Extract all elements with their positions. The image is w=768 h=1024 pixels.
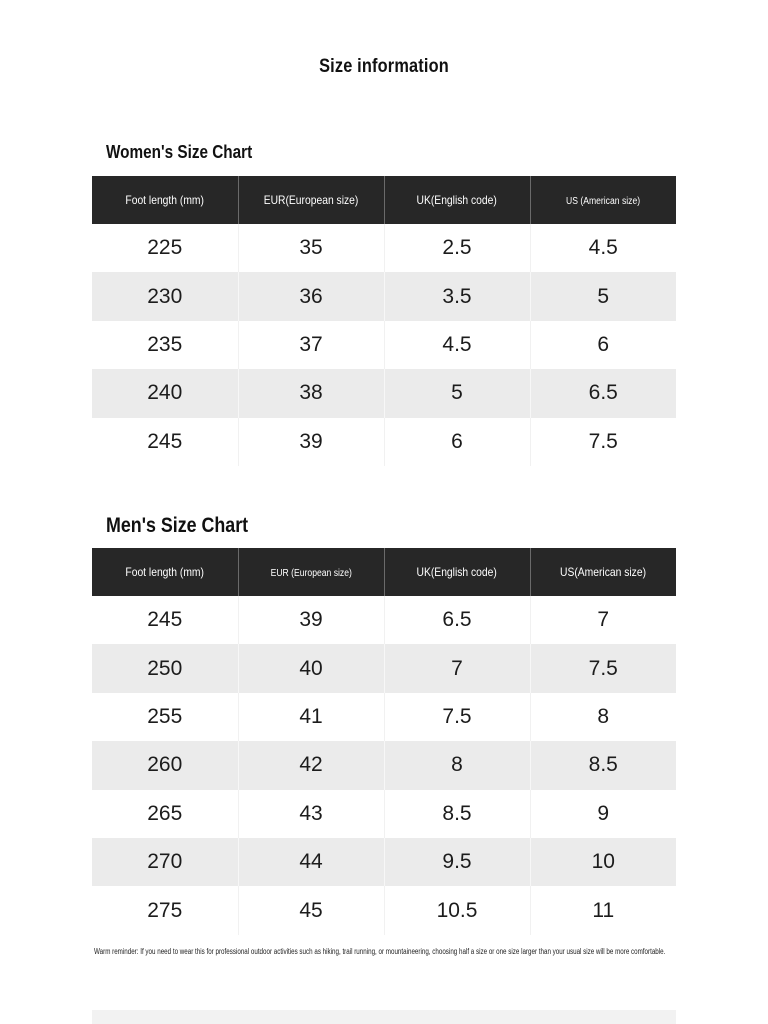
column-header-eur: EUR (European size) — [238, 548, 384, 596]
table-header-row — [92, 548, 676, 596]
eur-size-cell: 37 — [238, 321, 384, 369]
us-size-cell: 6.5 — [530, 369, 676, 417]
column-header-us: US(American size) — [530, 548, 676, 596]
table-row — [92, 272, 676, 320]
uk-size-cell: 8 — [384, 741, 530, 789]
eur-size-cell: 39 — [238, 418, 384, 466]
uk-size-cell: 6 — [384, 418, 530, 466]
us-size-cell: 8.5 — [530, 741, 676, 789]
column-header-foot-length: Foot length (mm) — [92, 176, 238, 224]
us-size-cell: 6 — [597, 332, 610, 356]
uk-size-cell: 7 — [384, 644, 530, 692]
foot-length-cell: 275 — [92, 886, 238, 934]
page-title: Size information — [319, 56, 449, 77]
foot-length-cell: 260 — [92, 741, 238, 789]
us-size-cell: 10 — [530, 838, 676, 886]
us-size-cell: 7.5 — [530, 644, 676, 692]
column-header-foot-length: Foot length (mm) — [92, 548, 238, 596]
eur-size-cell: 40 — [238, 644, 384, 692]
us-size-cell: 8 — [597, 704, 610, 728]
table-row — [92, 596, 676, 644]
foot-length-cell: 245 — [92, 596, 238, 644]
table-row — [92, 369, 676, 417]
foot-length-cell: 230 — [92, 272, 238, 320]
foot-length-cell: 225 — [92, 224, 238, 272]
eur-size-cell: 43 — [238, 790, 384, 838]
us-size-cell: 7 — [597, 608, 610, 632]
foot-length-cell: 240 — [92, 369, 238, 417]
us-size-cell: 7.5 — [588, 429, 618, 453]
column-header-uk: UK(English code) — [384, 176, 530, 224]
table-header-row — [92, 176, 676, 224]
table-row — [92, 418, 676, 466]
uk-size-cell: 6.5 — [384, 596, 530, 644]
men-size-table — [92, 548, 676, 935]
uk-size-cell: 8.5 — [384, 790, 530, 838]
uk-size-cell: 5 — [384, 369, 530, 417]
foot-length-cell: 270 — [92, 838, 238, 886]
table-row — [92, 790, 676, 838]
warm-reminder-note: Warm reminder: If you need to wear this for professional outdoor activities such as hiking, trail running, or mountaineering, choosing half a size or one size larger than your usual size will be more comfortable. — [94, 947, 666, 956]
eur-size-cell: 36 — [238, 272, 384, 320]
uk-size-cell: 3.5 — [384, 272, 530, 320]
column-header-uk: UK(English code) — [384, 548, 530, 596]
eur-size-cell: 44 — [238, 838, 384, 886]
table-row — [92, 741, 676, 789]
foot-length-cell: 255 — [92, 693, 238, 741]
foot-length-cell: 245 — [92, 418, 238, 466]
women-size-chart-heading: Women's Size Chart — [106, 142, 253, 162]
column-header-eur: EUR(European size) — [238, 176, 384, 224]
eur-size-cell: 45 — [238, 886, 384, 934]
us-size-cell: 9 — [597, 801, 610, 825]
eur-size-cell: 38 — [238, 369, 384, 417]
us-size-cell: 4.5 — [588, 236, 618, 260]
women-size-table — [92, 176, 676, 466]
uk-size-cell: 2.5 — [384, 224, 530, 272]
eur-size-cell: 42 — [238, 741, 384, 789]
table-row — [92, 886, 676, 934]
us-size-cell: 11 — [592, 898, 615, 922]
table-row — [92, 224, 676, 272]
column-header-us: US (American size) — [530, 176, 676, 224]
eur-size-cell: 39 — [238, 596, 384, 644]
uk-size-cell: 7.5 — [384, 693, 530, 741]
table-row — [92, 644, 676, 692]
uk-size-cell: 4.5 — [384, 321, 530, 369]
foot-length-cell: 235 — [92, 321, 238, 369]
table-row — [92, 321, 676, 369]
us-size-cell: 5 — [530, 272, 676, 320]
foot-length-cell: 250 — [92, 644, 238, 692]
eur-size-cell: 41 — [238, 693, 384, 741]
men-size-chart-heading: Men's Size Chart — [106, 514, 249, 537]
bottom-divider-strip — [92, 1010, 676, 1024]
uk-size-cell: 10.5 — [384, 886, 530, 934]
eur-size-cell: 35 — [238, 224, 384, 272]
table-row — [92, 838, 676, 886]
uk-size-cell: 9.5 — [384, 838, 530, 886]
foot-length-cell: 265 — [92, 790, 238, 838]
table-row — [92, 693, 676, 741]
